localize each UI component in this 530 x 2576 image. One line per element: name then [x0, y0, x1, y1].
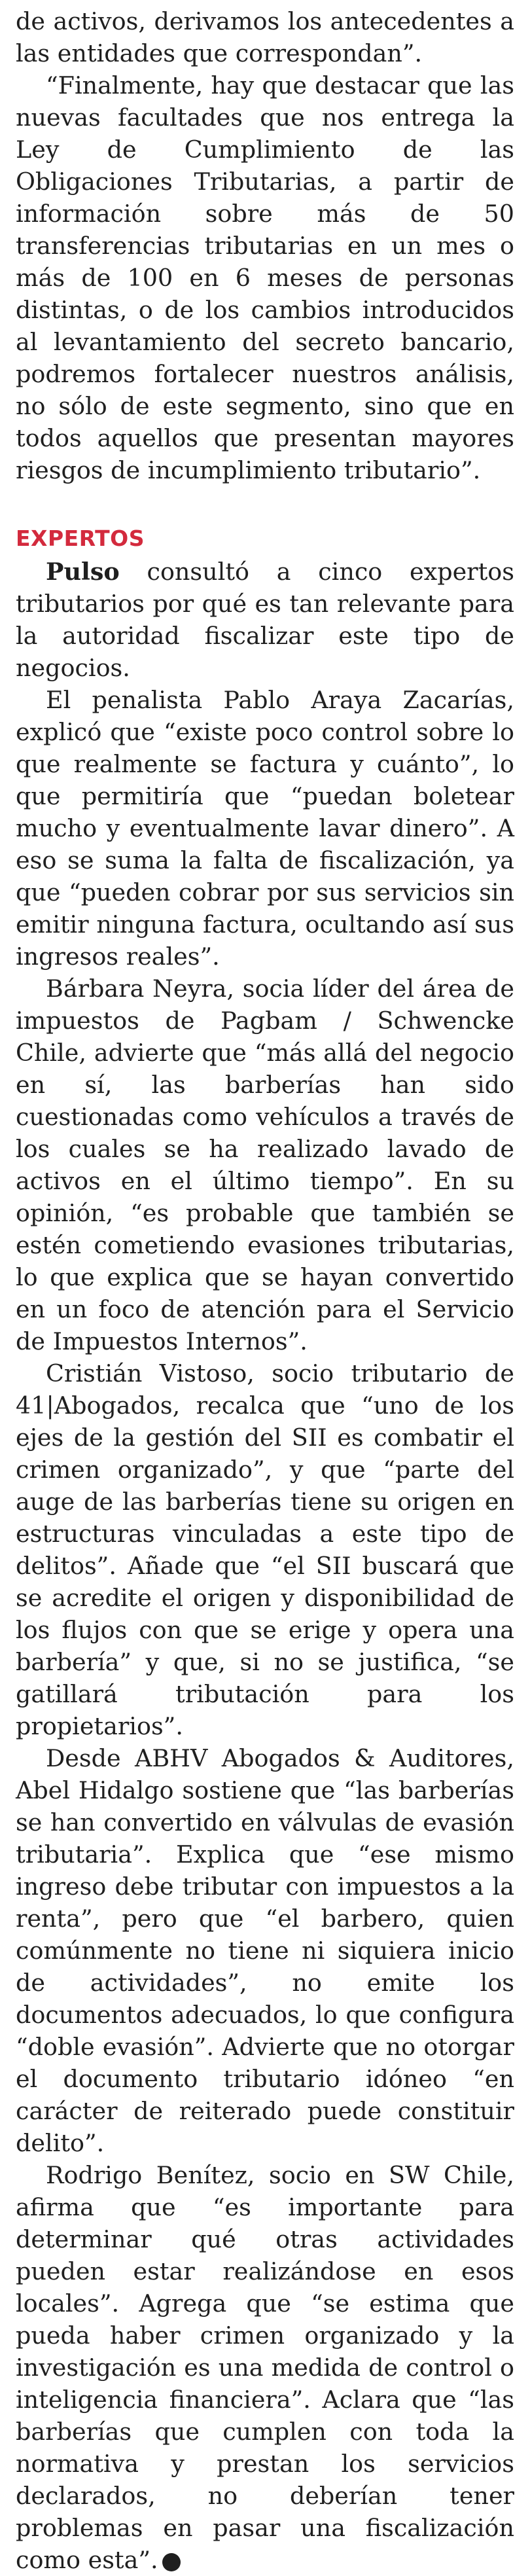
end-of-article-icon: P — [162, 2553, 181, 2571]
paragraph-benitez — [16, 2159, 514, 2576]
publication-name: Pulso — [46, 558, 120, 586]
paragraph-experts-lead — [16, 556, 514, 684]
paragraph-neyra: Bárbara Neyra, socia líder del área de impuestos de Pagbam / Schwencke Chile, advierte que “más allá del negocio en sí, las barberías han sido cuestionadas como vehículos a través de los cuales se ha realizado lavado de activos en el último tiempo”. En su opinión, “es probable que también se estén cometiendo evasiones tributarias, lo que explica que se hayan convertido en un foco de atención para el Servicio de Impuestos Internos”. — [16, 975, 514, 1355]
experts-lead-text: consultó a cinco expertos tributarios por qué es tan relevante para la autoridad fiscalizar este tipo de negocios. — [16, 558, 514, 682]
paragraph-hidalgo: Desde ABHV Abogados & Auditores, Abel Hidalgo sostiene que “las barberías se han convertido en válvulas de evasión tributaria”. Explica que “ese mismo ingreso debe tributar con impuestos a la renta”, pero que “el barbero, quien comúnmente no tiene ni siquiera inicio de actividades”, no emite los documentos adecuados, lo que configura “doble evasión”. Advierte que no otorgar el documento tributario idóneo “en carácter de reiterado puede constituir delito”. — [16, 1744, 514, 2157]
paragraph-vistoso: Cristián Vistoso, socio tributario de 41|Abogados, recalca que “uno de los ejes de la gestión del SII es combatir el crimen organizado”, y que “parte del auge de las barberías tiene su origen en estructuras vinculadas a este tipo de delitos”. Añade que “el SII buscará que se acredite el origen y disponibilidad de los flujos con que se erige y opera una barbería” y que, si no se justifica, “se gatillará tributación para los propietarios”. — [16, 1359, 514, 1740]
paragraph-sii-quote: “Finalmente, hay que destacar que las nuevas facultades que nos entrega la Ley de Cumplimiento de las Obligaciones Tributarias, a partir de información sobre más de 50 transferencias tributarias en un mes o más de 100 en 6 meses de personas distintas, o de los cambios introducidos al levantamiento del secreto bancario, podremos fortalecer nuestros análisis, no sólo de este segmento, sino que en todos aquellos que presentan mayores riesgos de incumplimiento tributario”. — [16, 71, 514, 484]
paragraph-continuation: de activos, derivamos los antecedentes a las entidades que correspondan”. — [16, 7, 514, 67]
section-heading: EXPERTOS — [16, 526, 145, 551]
article-column — [16, 5, 514, 2576]
paragraph-araya: El penalista Pablo Araya Zacarías, explicó que “existe poco control sobre lo que realmente se factura y cuánto”, lo que permitiría que “puedan boletear mucho y eventualmente lavar dinero”. A eso se suma la falta de fiscalización, ya que “pueden cobrar por sus servicios sin emitir ninguna factura, ocultando así sus ingresos reales”. — [16, 686, 514, 971]
benitez-text: Rodrigo Benítez, socio en SW Chile, afirma que “es importante para determinar qué otras actividades pueden estar realizándose en esos locales”. Agrega que “se estima que pueda haber crimen organizado y la investigación es una medida de control o inteligencia financiera”. Aclara que “las barberías que cumplen con toda la normativa y prestan los servicios declarados, no deberían tener problemas en pasar una fiscalización como esta”. — [16, 2161, 514, 2574]
